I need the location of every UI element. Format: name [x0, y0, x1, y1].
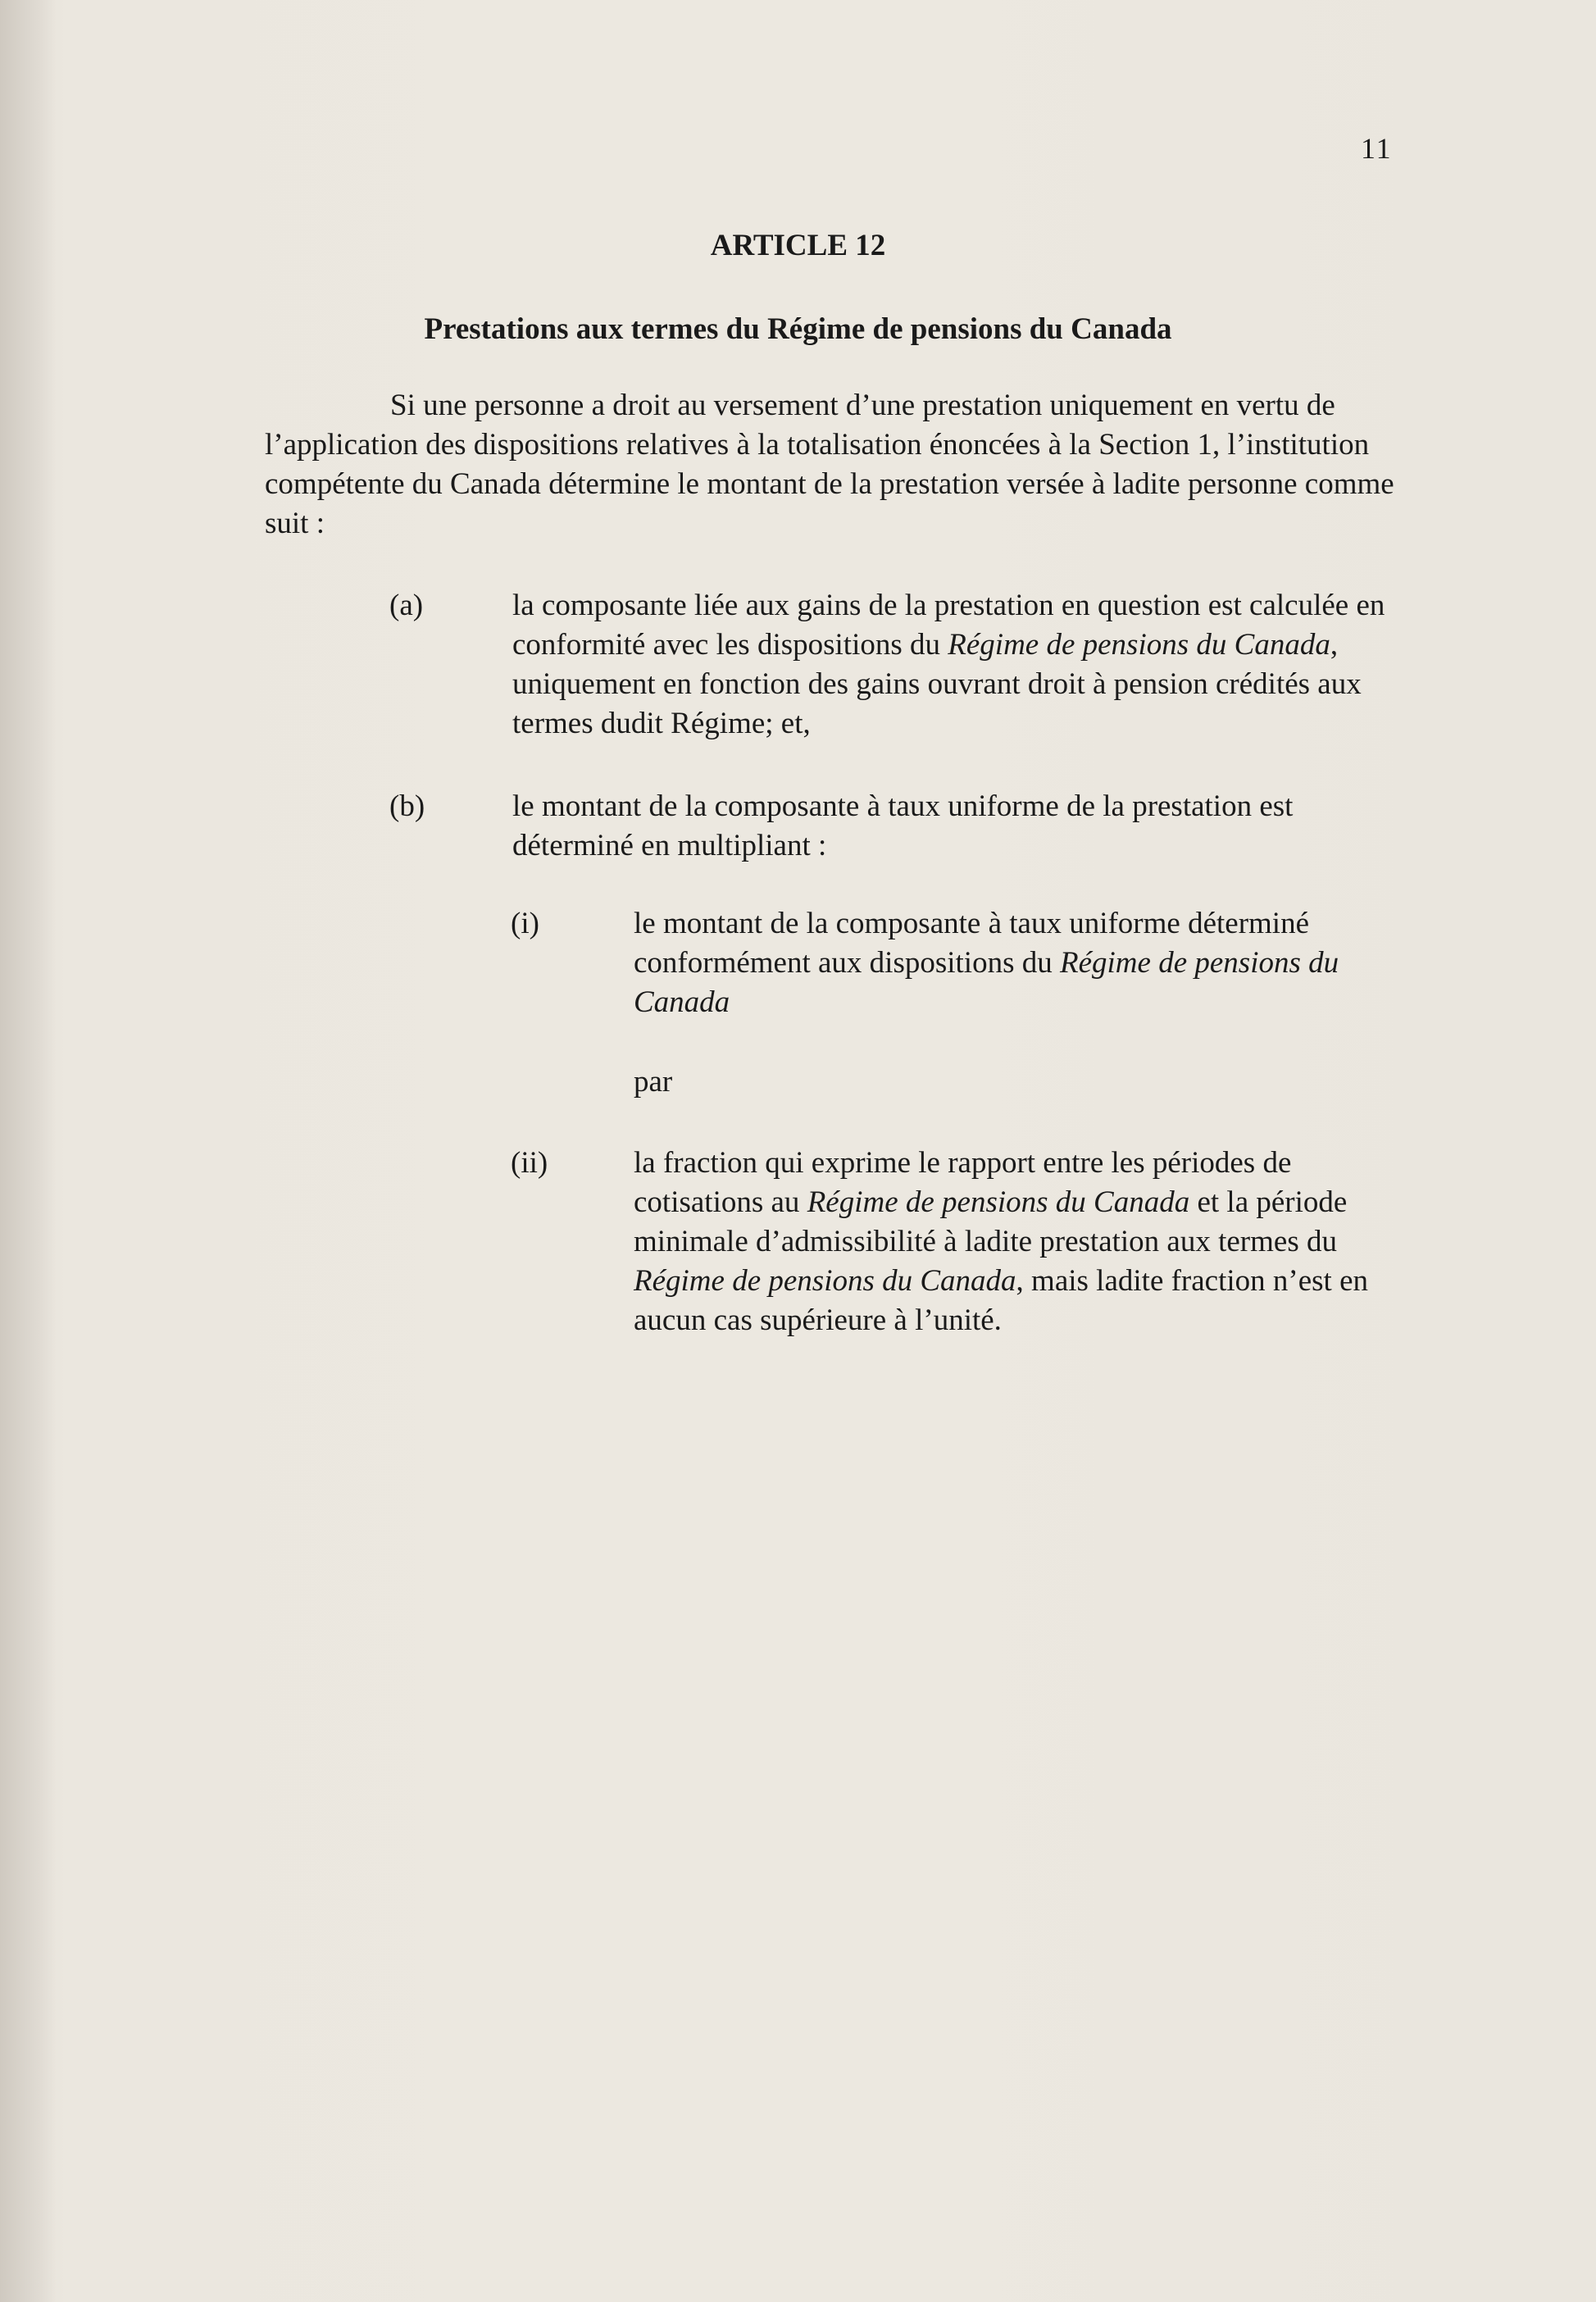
- list-item-text: [512, 586, 1406, 744]
- text-segment: et la période minimale d’admissibilité à ladite prestation aux termes du: [634, 1185, 1348, 1258]
- list-item-text: le montant de la composante à taux uniforme de la prestation est déterminé en multipliant :: [512, 789, 1294, 862]
- list-item-label: (b): [389, 789, 425, 823]
- sub-item-label: (ii): [511, 1146, 548, 1180]
- article-subtitle: Prestations aux termes du Régime de pensions du Canada: [424, 312, 1172, 346]
- text-segment: , uniquement en fonction des gains ouvrant droit à pension crédités aux termes dudit Régime; et,: [512, 628, 1362, 740]
- sub-item-text: [634, 904, 1412, 1022]
- list-item-label: (a): [389, 589, 424, 622]
- text-segment: la composante liée aux gains de la prestation en question est calculée en conformité avec les dispositions du: [512, 589, 1385, 662]
- text-segment: le montant de la composante à taux uniforme déterminé conformément aux dispositions du: [634, 907, 1309, 980]
- article-title: ARTICLE 12: [710, 229, 886, 262]
- sub-item-text: [634, 1144, 1421, 1340]
- italic-segment: Régime de pensions du Canada: [634, 946, 1339, 1019]
- italic-segment: Régime de pensions du Canada: [807, 1185, 1190, 1219]
- par-connector: par: [634, 1065, 673, 1099]
- italic-segment: Régime de pensions du Canada: [634, 1264, 1016, 1298]
- text-segment: , mais ladite fraction n’est en aucun cas supérieure à l’unité.: [634, 1264, 1369, 1337]
- italic-segment: Régime de pensions du Canada: [948, 628, 1330, 662]
- sub-item-label: (i): [511, 907, 539, 940]
- page-number: 11: [1361, 132, 1393, 165]
- text-segment: la fraction qui exprime le rapport entre les périodes de cotisations au: [634, 1146, 1292, 1219]
- intro-paragraph: Si une personne a droit au versement d’une prestation uniquement en vertu de l’application des dispositions relatives à la totalisation énoncées à la Section 1, l’institution compétente du Canada détermine le montant de la prestation versée à ladite personne comme suit :: [265, 389, 1394, 540]
